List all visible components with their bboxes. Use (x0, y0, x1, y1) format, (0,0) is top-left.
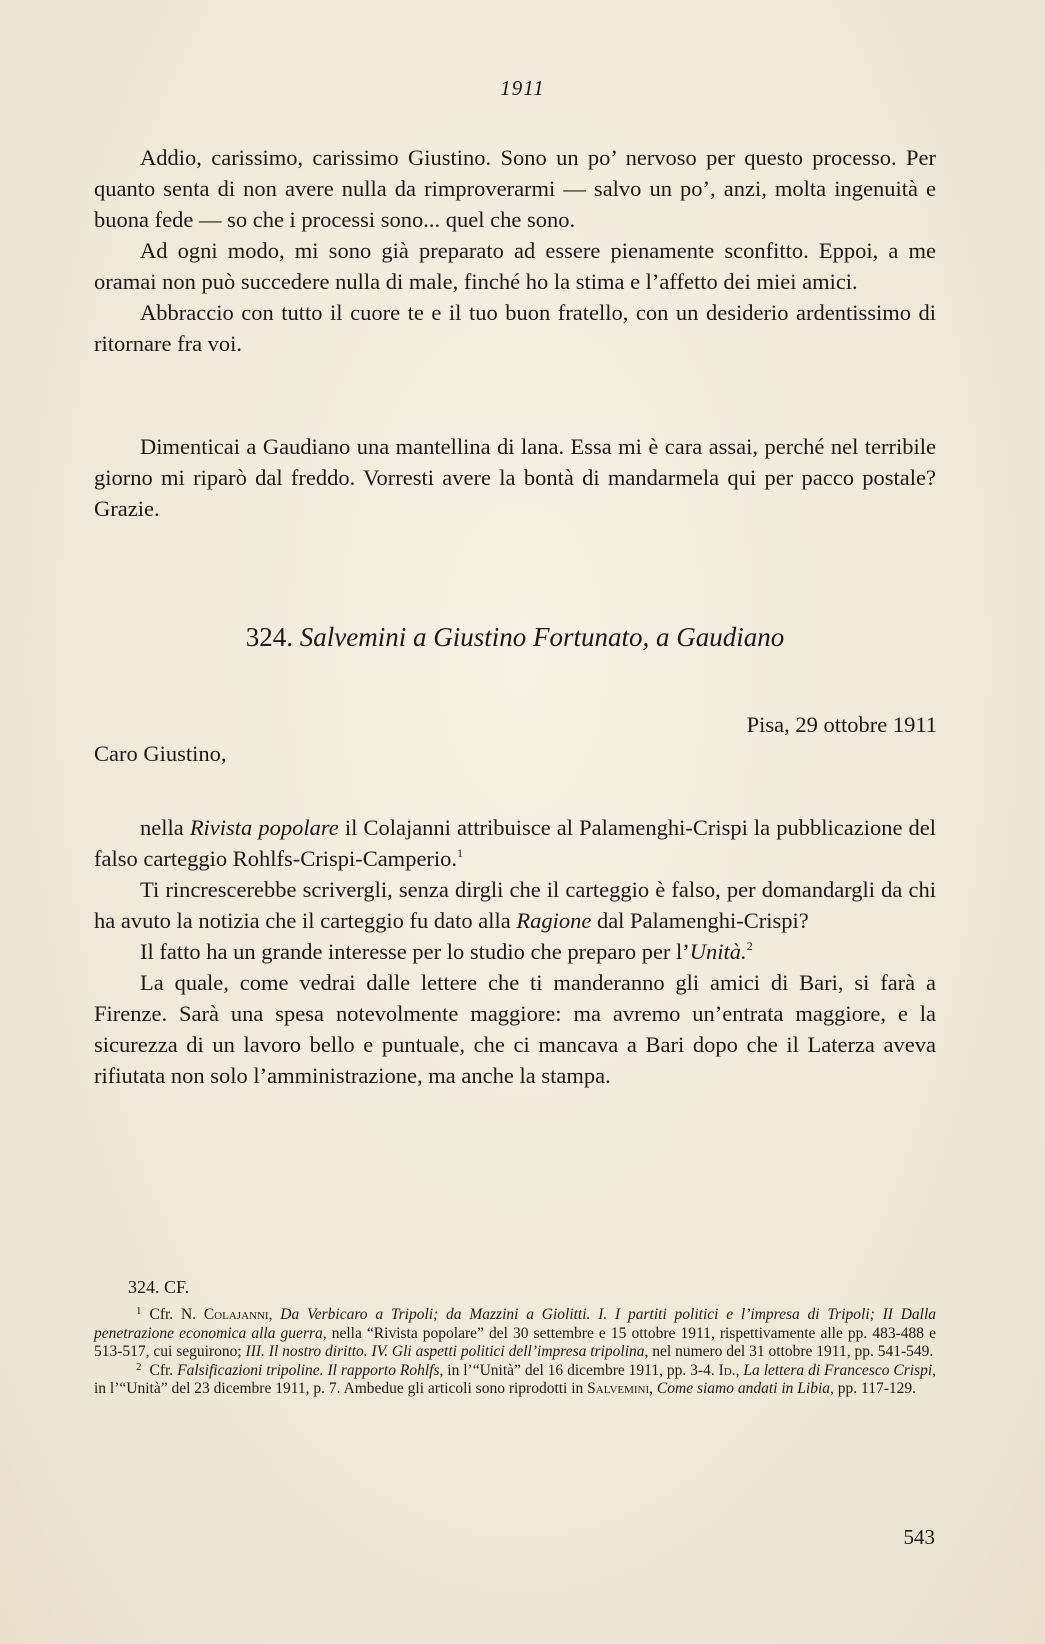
letter-number: 324. (245, 622, 293, 652)
letter-title: Salvemini a Giustino Fortunato, a Gaudiano (299, 622, 785, 652)
letter-heading (94, 622, 936, 653)
footnote-mark: 2 (136, 1360, 142, 1373)
footnotes (94, 1306, 936, 1399)
footnote-ref: 1 (457, 846, 464, 860)
text-run: Cfr. (149, 1361, 178, 1379)
text-run: , (268, 1306, 281, 1323)
text-run: , nel numero del 31 ottobre 1911, pp. 541-549. (644, 1343, 934, 1360)
text-run-smallcaps: Colajanni (203, 1306, 269, 1323)
text-run-italic: Come siamo andati in Libia (656, 1380, 831, 1397)
text-run-italic: Ragione (516, 908, 592, 933)
paragraph (94, 874, 936, 936)
text-run: , nella “Rivista popolare” del 30 settembre e 15 ottobre 1911, rispettivamente alle pp. 483-488 e 513-517, cui seguirono; (94, 1324, 937, 1360)
postscript-text (94, 431, 936, 524)
footnote-ref: 2 (746, 939, 753, 953)
text-run-smallcaps: Salvemini (587, 1380, 650, 1397)
source-note: 324. CF. (128, 1277, 190, 1297)
text-run: , pp. 117-129. (830, 1380, 916, 1397)
paragraph: Ad ogni modo, mi sono già preparato ad essere pienamente sconfitto. Eppoi, a me oramai non può succedere nulla di male, finché ho la stima e l’affetto dei miei amici. (94, 238, 936, 294)
text-run-italic: Rivista popolare (189, 815, 339, 840)
text-run: , (735, 1361, 744, 1379)
text-run: Cfr. N. (149, 1306, 204, 1323)
text-run: , in l’“Unità” del 16 dicembre 1911, pp. 3-4. (439, 1361, 719, 1379)
paragraph: Abbraccio con tutto il cuore te e il tuo buon fratello, con un desiderio ardentissimo di ritornare fra voi. (94, 300, 936, 356)
footnote-1 (94, 1306, 936, 1362)
text-run: , (649, 1380, 657, 1397)
text-run-italic: III. Il nostro diritto. IV. Gli aspetti politici dell’impresa tripolina (245, 1343, 645, 1360)
paragraph (94, 936, 936, 967)
running-head: 1911 (500, 76, 545, 100)
text-run: nella (140, 815, 190, 840)
text-run: dal Palamenghi-Crispi? (591, 908, 809, 933)
salutation: Caro Giustino, (94, 741, 227, 766)
text-run: Ti rincrescerebbe scrivergli, senza dirgli che il carteggio è falso, per domandargli da chi ha avuto la notizia che il carteggio fu dato alla (94, 877, 936, 933)
footnote-mark: 1 (136, 1305, 142, 1317)
text-run-italic: Falsificazioni tripoline. Il rapporto Rohlfs (177, 1361, 440, 1379)
paragraph: La quale, come vedrai dalle lettere che ti manderanno gli amici di Bari, si farà a Firenze. Sarà una spesa notevolmente maggiore: ma avremo un’entrata maggiore, e la sicurezza di un lavoro bello e puntuale, che ci mancava a Bari dopo che il Laterza aveva rifiutata non solo l’amministrazione, ma anche la stampa. (94, 970, 936, 1088)
dateline: Pisa, 29 ottobre 1911 (746, 712, 937, 737)
letter-body (94, 812, 936, 1091)
footnote-2 (94, 1362, 936, 1399)
text-run-italic: Da Verbicaro a Tripoli; da Mazzini a Giolitti. I. I partiti politici e l’impresa di Tripoli; II Dalla penetrazione economica alla guerra (94, 1306, 936, 1342)
text-run-italic: La lettera di Francesco Crispi (743, 1361, 933, 1379)
text-run-smallcaps: Id. (718, 1361, 736, 1379)
text-run: Il fatto ha un grande interesse per lo studio che preparo per l’ (140, 939, 690, 964)
paragraph: Dimenticai a Gaudiano una mantellina di lana. Essa mi è cara assai, perché nel terribile giorno mi riparò dal freddo. Vorresti avere la bontà di mandarmela qui per pacco postale? Grazie. (94, 434, 936, 521)
text-run: , in l’“Unità” del 23 dicembre 1911, p. 7. Ambedue gli articoli sono riprodotti in (94, 1361, 937, 1397)
text-run: il Colajanni attribuisce al Palamenghi-Crispi la pubblicazione del falso carteggio Rohlfs-Crispi-Camperio. (94, 815, 937, 871)
paragraph: Addio, carissimo, carissimo Giustino. Sono un po’ nervoso per questo processo. Per quanto senta di non avere nulla da rimproverarmi — salvo un po’, anzi, molta ingenuità e buona fede — so che i processi sono... quel che sono. (94, 145, 936, 232)
letter-closing-text (94, 142, 936, 359)
page-number: 543 (903, 1525, 935, 1549)
text-run-italic: Unità. (689, 939, 747, 964)
paragraph (94, 812, 936, 874)
